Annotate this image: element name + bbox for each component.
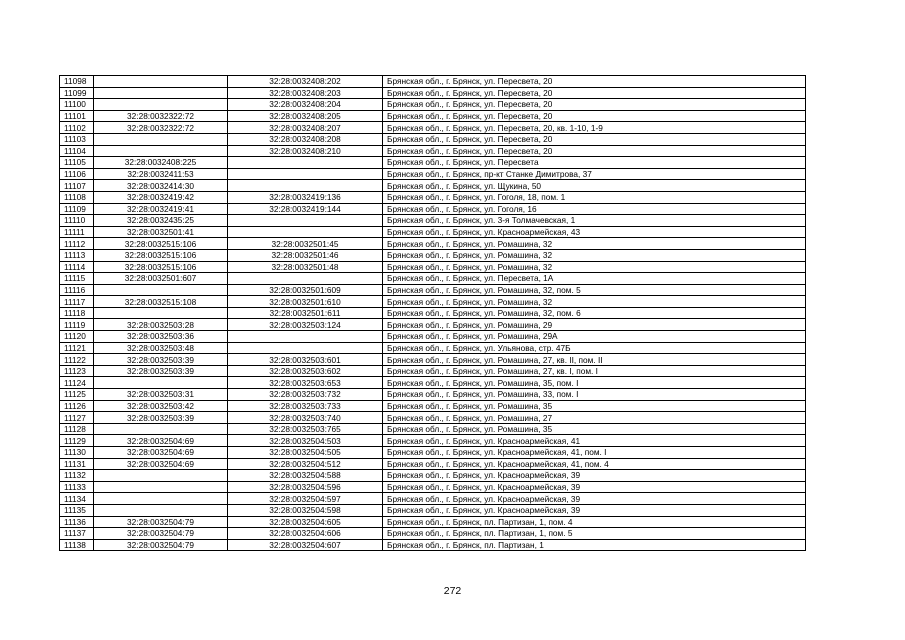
land-cadastral-number-cell: 32:28:0032503:36 <box>94 331 228 343</box>
land-cadastral-number-cell: 32:28:0032515:108 <box>94 296 228 308</box>
row-number-cell: 11129 <box>60 435 94 447</box>
land-cadastral-number-cell: 32:28:0032322:72 <box>94 122 228 134</box>
table-row <box>60 447 806 459</box>
row-number-cell: 11113 <box>60 249 94 261</box>
land-cadastral-number-cell: 32:28:0032414:30 <box>94 180 228 192</box>
address-cell: Брянская обл., г. Брянск, ул. Пересвета <box>383 157 806 169</box>
land-cadastral-number-cell: 32:28:0032504:69 <box>94 458 228 470</box>
row-number-cell: 11105 <box>60 157 94 169</box>
row-number-cell: 11102 <box>60 122 94 134</box>
object-cadastral-number-cell: 32:28:0032408:203 <box>228 87 383 99</box>
address-cell: Брянская обл., г. Брянск, ул. Ромашина, 27 <box>383 412 806 424</box>
address-cell: Брянская обл., г. Брянск, ул. Ромашина, 29 <box>383 319 806 331</box>
object-cadastral-number-cell <box>228 215 383 227</box>
land-cadastral-number-cell: 32:28:0032503:42 <box>94 400 228 412</box>
address-cell: Брянская обл., г. Брянск, ул. Пересвета, 20 <box>383 110 806 122</box>
land-cadastral-number-cell: 32:28:0032503:39 <box>94 365 228 377</box>
row-number-cell: 11120 <box>60 331 94 343</box>
land-cadastral-number-cell: 32:28:0032504:79 <box>94 528 228 540</box>
address-cell: Брянская обл., г. Брянск, ул. Ромашина, 35 <box>383 423 806 435</box>
land-cadastral-number-cell: 32:28:0032411:53 <box>94 168 228 180</box>
table-row <box>60 284 806 296</box>
table-row <box>60 423 806 435</box>
address-cell: Брянская обл., г. Брянск, ул. Красноармейская, 41, пом. I <box>383 447 806 459</box>
row-number-cell: 11137 <box>60 528 94 540</box>
object-cadastral-number-cell: 32:28:0032501:45 <box>228 238 383 250</box>
object-cadastral-number-cell: 32:28:0032501:611 <box>228 307 383 319</box>
object-cadastral-number-cell: 32:28:0032408:205 <box>228 110 383 122</box>
address-cell: Брянская обл., г. Брянск, ул. Пересвета, 20 <box>383 99 806 111</box>
object-cadastral-number-cell: 32:28:0032501:46 <box>228 249 383 261</box>
land-cadastral-number-cell: 32:28:0032419:42 <box>94 191 228 203</box>
object-cadastral-number-cell: 32:28:0032503:124 <box>228 319 383 331</box>
address-cell: Брянская обл., г. Брянск, ул. Гоголя, 18, пом. 1 <box>383 191 806 203</box>
row-number-cell: 11111 <box>60 226 94 238</box>
row-number-cell: 11114 <box>60 261 94 273</box>
table-row <box>60 539 806 551</box>
table-row <box>60 470 806 482</box>
object-cadastral-number-cell: 32:28:0032504:607 <box>228 539 383 551</box>
address-cell: Брянская обл., г. Брянск, ул. Красноармейская, 39 <box>383 470 806 482</box>
object-cadastral-number-cell: 32:28:0032503:601 <box>228 354 383 366</box>
address-cell: Брянская обл., г. Брянск, ул. Ромашина, 33, пом. I <box>383 389 806 401</box>
land-cadastral-number-cell <box>94 76 228 88</box>
address-cell: Брянская обл., г. Брянск, ул. Ромашина, 29А <box>383 331 806 343</box>
address-cell: Брянская обл., г. Брянск, ул. Ромашина, 35, пом. I <box>383 377 806 389</box>
land-cadastral-number-cell <box>94 481 228 493</box>
row-number-cell: 11109 <box>60 203 94 215</box>
address-cell: Брянская обл., г. Брянск, ул. Ромашина, 32 <box>383 238 806 250</box>
table-row <box>60 157 806 169</box>
row-number-cell: 11135 <box>60 504 94 516</box>
address-cell: Брянская обл., г. Брянск, ул. Ромашина, 32 <box>383 249 806 261</box>
row-number-cell: 11112 <box>60 238 94 250</box>
address-cell: Брянская обл., г. Брянск, ул. Пересвета, 20 <box>383 87 806 99</box>
object-cadastral-number-cell: 32:28:0032419:136 <box>228 191 383 203</box>
object-cadastral-number-cell: 32:28:0032408:210 <box>228 145 383 157</box>
table-row <box>60 435 806 447</box>
table-row <box>60 133 806 145</box>
object-cadastral-number-cell: 32:28:0032503:740 <box>228 412 383 424</box>
row-number-cell: 11106 <box>60 168 94 180</box>
land-cadastral-number-cell: 32:28:0032501:41 <box>94 226 228 238</box>
table-row <box>60 504 806 516</box>
row-number-cell: 11110 <box>60 215 94 227</box>
row-number-cell: 11108 <box>60 191 94 203</box>
table-row <box>60 191 806 203</box>
row-number-cell: 11115 <box>60 273 94 285</box>
address-cell: Брянская обл., г. Брянск, ул. Пересвета, 20 <box>383 76 806 88</box>
row-number-cell: 11132 <box>60 470 94 482</box>
table-row <box>60 180 806 192</box>
object-cadastral-number-cell: 32:28:0032504:597 <box>228 493 383 505</box>
object-cadastral-number-cell: 32:28:0032504:512 <box>228 458 383 470</box>
table-row <box>60 481 806 493</box>
registry-body <box>60 76 806 551</box>
row-number-cell: 11124 <box>60 377 94 389</box>
row-number-cell: 11099 <box>60 87 94 99</box>
row-number-cell: 11107 <box>60 180 94 192</box>
object-cadastral-number-cell: 32:28:0032419:144 <box>228 203 383 215</box>
land-cadastral-number-cell <box>94 284 228 296</box>
table-row <box>60 76 806 88</box>
address-cell: Брянская обл., г. Брянск, ул. Пересвета, 20 <box>383 145 806 157</box>
row-number-cell: 11122 <box>60 354 94 366</box>
address-cell: Брянская обл., г. Брянск, ул. Красноармейская, 41, пом. 4 <box>383 458 806 470</box>
land-cadastral-number-cell: 32:28:0032515:106 <box>94 238 228 250</box>
object-cadastral-number-cell: 32:28:0032501:609 <box>228 284 383 296</box>
row-number-cell: 11134 <box>60 493 94 505</box>
land-cadastral-number-cell: 32:28:0032503:39 <box>94 412 228 424</box>
table-row <box>60 110 806 122</box>
address-cell: Брянская обл., г. Брянск, ул. Пересвета, 20 <box>383 133 806 145</box>
object-cadastral-number-cell <box>228 331 383 343</box>
address-cell: Брянская обл., г. Брянск, пл. Партизан, 1, пом. 4 <box>383 516 806 528</box>
land-cadastral-number-cell <box>94 87 228 99</box>
table-row <box>60 342 806 354</box>
object-cadastral-number-cell: 32:28:0032408:204 <box>228 99 383 111</box>
object-cadastral-number-cell <box>228 180 383 192</box>
object-cadastral-number-cell: 32:28:0032503:653 <box>228 377 383 389</box>
page-number: 272 <box>443 585 462 597</box>
table-row <box>60 273 806 285</box>
land-cadastral-number-cell <box>94 493 228 505</box>
address-cell: Брянская обл., г. Брянск, ул. Ромашина, 32 <box>383 261 806 273</box>
table-row <box>60 365 806 377</box>
table-row <box>60 493 806 505</box>
table-row <box>60 389 806 401</box>
row-number-cell: 11138 <box>60 539 94 551</box>
table-row <box>60 412 806 424</box>
object-cadastral-number-cell: 32:28:0032504:606 <box>228 528 383 540</box>
address-cell: Брянская обл., г. Брянск, пл. Партизан, 1 <box>383 539 806 551</box>
object-cadastral-number-cell: 32:28:0032503:732 <box>228 389 383 401</box>
address-cell: Брянская обл., г. Брянск, ул. Ромашина, 27, кв. II, пом. II <box>383 354 806 366</box>
object-cadastral-number-cell <box>228 157 383 169</box>
object-cadastral-number-cell <box>228 273 383 285</box>
object-cadastral-number-cell: 32:28:0032408:202 <box>228 76 383 88</box>
row-number-cell: 11098 <box>60 76 94 88</box>
object-cadastral-number-cell <box>228 226 383 238</box>
table-row <box>60 203 806 215</box>
table-row <box>60 168 806 180</box>
land-cadastral-number-cell: 32:28:0032504:79 <box>94 539 228 551</box>
row-number-cell: 11131 <box>60 458 94 470</box>
object-cadastral-number-cell: 32:28:0032408:207 <box>228 122 383 134</box>
address-cell: Брянская обл., г. Брянск, ул. Красноармейская, 39 <box>383 481 806 493</box>
object-cadastral-number-cell: 32:28:0032504:605 <box>228 516 383 528</box>
object-cadastral-number-cell: 32:28:0032504:505 <box>228 447 383 459</box>
address-cell: Брянская обл., г. Брянск, ул. Гоголя, 16 <box>383 203 806 215</box>
address-cell: Брянская обл., г. Брянск, ул. Ромашина, 32, пом. 5 <box>383 284 806 296</box>
table-row <box>60 516 806 528</box>
land-cadastral-number-cell <box>94 133 228 145</box>
address-cell: Брянская обл., г. Брянск, ул. Пересвета, 20, кв. 1-10, 1-9 <box>383 122 806 134</box>
row-number-cell: 11128 <box>60 423 94 435</box>
land-cadastral-number-cell <box>94 99 228 111</box>
land-cadastral-number-cell: 32:28:0032501:607 <box>94 273 228 285</box>
address-cell: Брянская обл., г. Брянск, ул. 3-я Толмачевская, 1 <box>383 215 806 227</box>
row-number-cell: 11133 <box>60 481 94 493</box>
object-cadastral-number-cell <box>228 168 383 180</box>
object-cadastral-number-cell: 32:28:0032503:733 <box>228 400 383 412</box>
row-number-cell: 11126 <box>60 400 94 412</box>
table-row <box>60 145 806 157</box>
address-cell: Брянская обл., г. Брянск, ул. Ромашина, 32 <box>383 296 806 308</box>
table-row <box>60 307 806 319</box>
row-number-cell: 11123 <box>60 365 94 377</box>
row-number-cell: 11119 <box>60 319 94 331</box>
land-cadastral-number-cell: 32:28:0032503:39 <box>94 354 228 366</box>
address-cell: Брянская обл., г. Брянск, ул. Ромашина, 27, кв. I, пом. I <box>383 365 806 377</box>
row-number-cell: 11101 <box>60 110 94 122</box>
object-cadastral-number-cell: 32:28:0032503:765 <box>228 423 383 435</box>
land-cadastral-number-cell <box>94 307 228 319</box>
table-row <box>60 249 806 261</box>
row-number-cell: 11136 <box>60 516 94 528</box>
row-number-cell: 11100 <box>60 99 94 111</box>
address-cell: Брянская обл., г. Брянск, ул. Красноармейская, 39 <box>383 504 806 516</box>
table-row <box>60 261 806 273</box>
table-row <box>60 400 806 412</box>
address-cell: Брянская обл., г. Брянск, ул. Красноармейская, 39 <box>383 493 806 505</box>
row-number-cell: 11118 <box>60 307 94 319</box>
object-cadastral-number-cell: 32:28:0032501:48 <box>228 261 383 273</box>
row-number-cell: 11116 <box>60 284 94 296</box>
land-cadastral-number-cell: 32:28:0032408:225 <box>94 157 228 169</box>
table-row <box>60 354 806 366</box>
address-cell: Брянская обл., г. Брянск, ул. Ромашина, 35 <box>383 400 806 412</box>
land-cadastral-number-cell: 32:28:0032504:69 <box>94 447 228 459</box>
table-row <box>60 226 806 238</box>
table-row <box>60 238 806 250</box>
address-cell: Брянская обл., г. Брянск, ул. Красноармейская, 41 <box>383 435 806 447</box>
land-cadastral-number-cell <box>94 145 228 157</box>
row-number-cell: 11127 <box>60 412 94 424</box>
object-cadastral-number-cell: 32:28:0032504:596 <box>228 481 383 493</box>
land-cadastral-number-cell: 32:28:0032504:69 <box>94 435 228 447</box>
land-cadastral-number-cell <box>94 377 228 389</box>
land-cadastral-number-cell: 32:28:0032435:25 <box>94 215 228 227</box>
land-cadastral-number-cell: 32:28:0032515:106 <box>94 261 228 273</box>
address-cell: Брянская обл., г. Брянск, ул. Щукина, 50 <box>383 180 806 192</box>
land-cadastral-number-cell: 32:28:0032503:48 <box>94 342 228 354</box>
row-number-cell: 11117 <box>60 296 94 308</box>
land-cadastral-number-cell: 32:28:0032515:106 <box>94 249 228 261</box>
table-row <box>60 87 806 99</box>
land-cadastral-number-cell: 32:28:0032504:79 <box>94 516 228 528</box>
table-row <box>60 296 806 308</box>
table-row <box>60 215 806 227</box>
land-cadastral-number-cell <box>94 470 228 482</box>
land-cadastral-number-cell: 32:28:0032503:28 <box>94 319 228 331</box>
object-cadastral-number-cell: 32:28:0032408:208 <box>228 133 383 145</box>
table-row <box>60 331 806 343</box>
address-cell: Брянская обл., г. Брянск, ул. Ульянова, стр. 47Б <box>383 342 806 354</box>
address-cell: Брянская обл., г. Брянск, ул. Пересвета, 1А <box>383 273 806 285</box>
object-cadastral-number-cell: 32:28:0032503:602 <box>228 365 383 377</box>
address-cell: Брянская обл., г. Брянск, ул. Ромашина, 32, пом. 6 <box>383 307 806 319</box>
land-cadastral-number-cell <box>94 504 228 516</box>
address-cell: Брянская обл., г. Брянск, пл. Партизан, 1, пом. 5 <box>383 528 806 540</box>
row-number-cell: 11103 <box>60 133 94 145</box>
table-row <box>60 122 806 134</box>
object-cadastral-number-cell: 32:28:0032501:610 <box>228 296 383 308</box>
table-row <box>60 377 806 389</box>
object-cadastral-number-cell: 32:28:0032504:503 <box>228 435 383 447</box>
row-number-cell: 11125 <box>60 389 94 401</box>
object-cadastral-number-cell: 32:28:0032504:598 <box>228 504 383 516</box>
row-number-cell: 11104 <box>60 145 94 157</box>
row-number-cell: 11121 <box>60 342 94 354</box>
address-cell: Брянская обл., г. Брянск, ул. Красноармейская, 43 <box>383 226 806 238</box>
object-cadastral-number-cell <box>228 342 383 354</box>
land-cadastral-number-cell: 32:28:0032419:41 <box>94 203 228 215</box>
address-cell: Брянская обл., г. Брянск, пр-кт Станке Димитрова, 37 <box>383 168 806 180</box>
row-number-cell: 11130 <box>60 447 94 459</box>
table-row <box>60 528 806 540</box>
table-row <box>60 99 806 111</box>
land-cadastral-number-cell: 32:28:0032322:72 <box>94 110 228 122</box>
registry-table <box>59 75 806 551</box>
land-cadastral-number-cell: 32:28:0032503:31 <box>94 389 228 401</box>
table-row <box>60 458 806 470</box>
table-row <box>60 319 806 331</box>
object-cadastral-number-cell: 32:28:0032504:588 <box>228 470 383 482</box>
land-cadastral-number-cell <box>94 423 228 435</box>
